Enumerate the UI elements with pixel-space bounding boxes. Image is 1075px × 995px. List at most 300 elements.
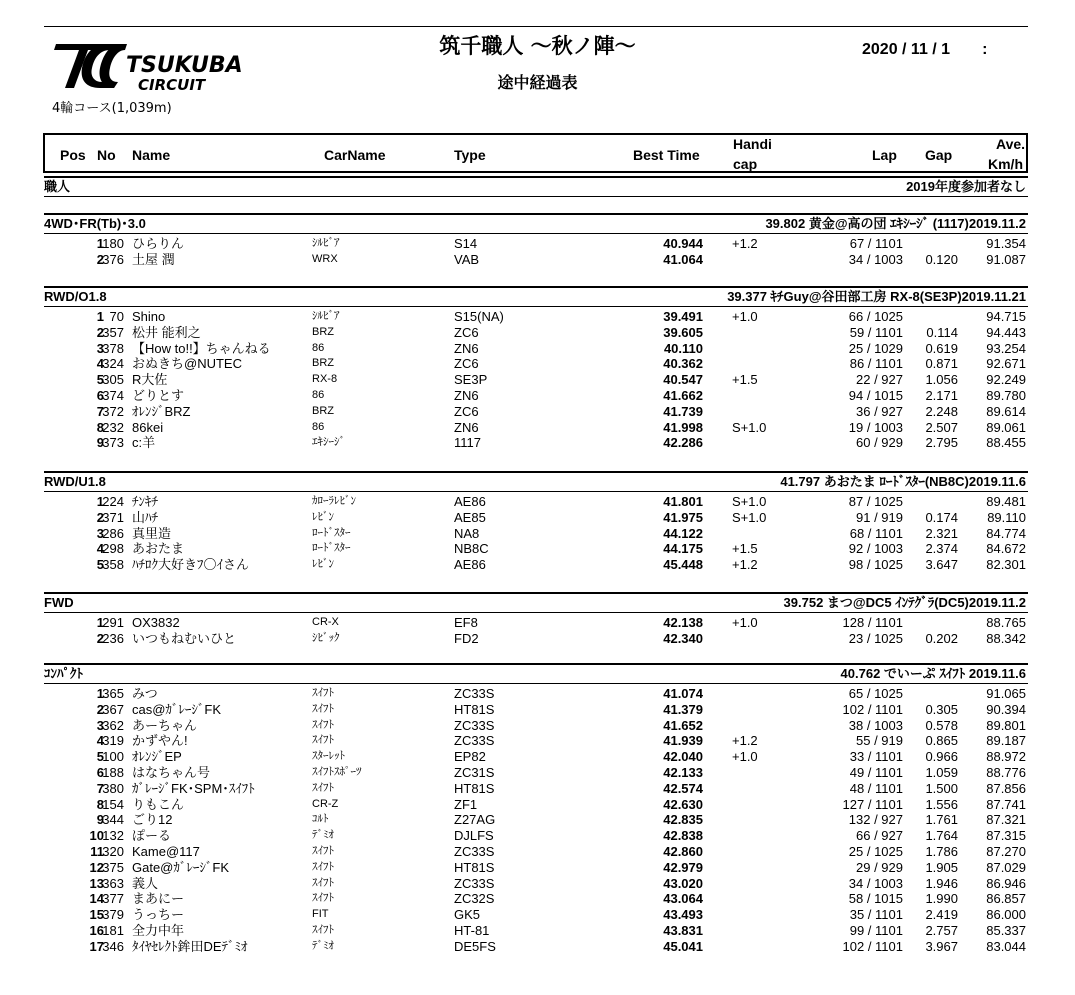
cell-ave: 89.481 <box>986 494 1026 509</box>
result-row <box>44 686 1028 702</box>
cell-no: 305 <box>102 372 124 388</box>
cell-lap: 87 / 1025 <box>848 494 903 509</box>
cell-car: WRX <box>312 252 338 265</box>
cell-best: 39.491 <box>663 309 703 324</box>
cell-lap: 65 / 1025 <box>848 686 903 701</box>
cell-best: 42.340 <box>663 630 703 646</box>
cell-lap: 36 / 927 <box>856 403 903 419</box>
cell-no: 365 <box>102 686 124 701</box>
cell-type: SE3P <box>454 372 488 388</box>
class-name: RWD/U1.8 <box>44 474 106 489</box>
cell-no: 376 <box>102 251 124 267</box>
class-record: 40.762 でいーぷ ｽｲﾌﾄ 2019.11.6 <box>840 666 1026 681</box>
cell-gap: 1.786 <box>925 843 958 859</box>
result-row <box>44 923 1028 939</box>
cell-ave: 84.672 <box>986 541 1026 557</box>
event-subtitle: 途中経過表 <box>497 73 578 92</box>
cell-car: ｼﾙﾋﾞｱ <box>312 237 340 249</box>
class-section <box>44 286 1028 451</box>
cell-name: あおたま <box>132 541 185 557</box>
result-row <box>44 631 1028 647</box>
class-header <box>44 592 1028 613</box>
class-name: 4WD･FR(Tb)･3.0 <box>44 216 146 231</box>
result-row <box>44 252 1028 268</box>
cell-car: ﾛｰﾄﾞｽﾀｰ <box>312 542 351 555</box>
class-header <box>44 471 1028 492</box>
cell-best: 43.064 <box>663 891 703 907</box>
cell-gap: 2.507 <box>925 419 958 435</box>
cell-ave: 94.715 <box>986 309 1026 324</box>
cell-car: ｼﾋﾞｯｸ <box>312 631 340 644</box>
cell-name: cas@ｶﾞﾚｰｼﾞFK <box>132 701 222 717</box>
col-ave-1: Ave. <box>996 136 1026 152</box>
cell-gap: 3.647 <box>925 557 958 573</box>
cell-lap: 66 / 927 <box>856 828 903 844</box>
cell-best: 41.998 <box>663 419 703 435</box>
cell-ave: 87.856 <box>986 780 1026 796</box>
class-rows <box>44 494 1028 573</box>
result-row <box>44 541 1028 557</box>
class-section <box>44 592 1028 647</box>
cell-car: ｽｲﾌﾄ <box>312 892 334 905</box>
cell-name: りもこん <box>132 796 185 812</box>
cell-type: ZC33S <box>454 686 495 701</box>
result-row <box>44 557 1028 573</box>
cell-lap: 102 / 1101 <box>842 938 903 954</box>
cell-car: ｴｷｼｰｼﾞ <box>312 436 345 449</box>
cell-type: ZC33S <box>454 733 495 749</box>
cell-name: かずやん! <box>132 733 188 749</box>
cell-car: ｽﾀｰﾚｯﾄ <box>312 750 345 763</box>
cell-no: 100 <box>102 749 124 765</box>
cell-ave: 91.065 <box>986 686 1026 701</box>
cell-no: 374 <box>102 387 124 403</box>
cell-lap: 67 / 1101 <box>849 236 903 251</box>
cell-car: CR-Z <box>312 797 339 810</box>
cell-type: ZC31S <box>454 764 495 780</box>
cell-type: HT81S <box>454 701 495 717</box>
svg-text:CIRCUIT: CIRCUIT <box>138 76 206 94</box>
cell-name: みつ <box>132 686 158 701</box>
cell-best: 42.138 <box>663 615 703 630</box>
cell-handi: +1.2 <box>732 733 758 749</box>
cell-best: 41.662 <box>663 387 703 403</box>
cell-lap: 98 / 1025 <box>848 557 903 573</box>
cell-ave: 92.671 <box>986 356 1026 372</box>
cell-gap: 1.946 <box>925 875 958 891</box>
cell-type: ZC6 <box>454 403 479 419</box>
cell-type: HT81S <box>454 859 495 875</box>
cell-best: 41.074 <box>663 686 703 701</box>
cell-lap: 92 / 1003 <box>848 541 903 557</box>
cell-gap: 0.174 <box>925 509 958 525</box>
cell-ave: 86.000 <box>986 907 1026 923</box>
cell-ave: 89.187 <box>986 733 1026 749</box>
col-carname: CarName <box>324 147 386 163</box>
cell-gap: 0.578 <box>925 717 958 733</box>
cell-best: 45.448 <box>663 557 703 573</box>
cell-ave: 87.270 <box>986 843 1026 859</box>
cell-type: S14 <box>454 236 478 251</box>
cell-gap: 0.202 <box>925 630 958 646</box>
cell-car: RX-8 <box>312 373 338 386</box>
cell-no: 188 <box>102 764 124 780</box>
cell-car: ﾚﾋﾞﾝ <box>312 510 334 523</box>
cell-best: 42.835 <box>663 812 703 828</box>
cell-gap: 2.374 <box>925 541 958 557</box>
cell-pos: 16 <box>89 922 104 938</box>
cell-car: ｽｲﾌﾄ <box>312 687 334 699</box>
cell-car: ｽｲﾌﾄｽﾎﾟｰﾂ <box>312 765 362 778</box>
cell-lap: 68 / 1101 <box>849 525 903 541</box>
cell-ave: 89.110 <box>987 509 1026 525</box>
class-header <box>44 663 1028 684</box>
cell-best: 44.122 <box>663 525 703 541</box>
cell-ave: 89.061 <box>986 419 1026 435</box>
cell-name: うっちー <box>132 907 185 923</box>
cell-no: 367 <box>102 701 124 717</box>
cell-name: 松井 能利之 <box>132 324 201 340</box>
cell-ave: 86.946 <box>986 875 1026 891</box>
cell-no: 180 <box>102 236 124 251</box>
result-row <box>44 733 1028 749</box>
cell-lap: 22 / 927 <box>856 372 903 388</box>
cell-name: ひらりん <box>132 236 185 251</box>
cell-gap: 2.757 <box>925 922 958 938</box>
result-row <box>44 420 1028 436</box>
cell-lap: 99 / 1101 <box>849 922 903 938</box>
cell-car: CR-X <box>312 616 339 628</box>
result-row <box>44 907 1028 923</box>
cell-handi: +1.2 <box>732 236 758 251</box>
cell-lap: 34 / 1003 <box>848 251 903 267</box>
cell-lap: 29 / 929 <box>856 859 903 875</box>
cell-gap: 2.795 <box>925 435 958 451</box>
cell-no: 70 <box>109 309 124 324</box>
result-row <box>44 510 1028 526</box>
cell-no: 380 <box>102 780 124 796</box>
cell-gap: 1.556 <box>925 796 958 812</box>
cell-name: おぬきち@NUTEC <box>132 356 242 372</box>
cell-car: BRZ <box>312 404 334 417</box>
cell-name: ﾊﾁﾛｸ大好きﾌ〇ｲさん <box>132 557 250 573</box>
cell-gap: 2.248 <box>925 403 958 419</box>
col-name: Name <box>132 147 171 163</box>
cell-name: いつもねむいひと <box>132 630 237 646</box>
cell-name: Kame@117 <box>132 843 200 859</box>
result-row <box>44 702 1028 718</box>
cell-best: 41.064 <box>663 251 703 267</box>
class-record: 41.797 あおたま ﾛｰﾄﾞｽﾀｰ(NB8C)2019.11.6 <box>780 474 1026 489</box>
cell-pos: 11 <box>90 843 104 859</box>
result-row <box>44 797 1028 813</box>
result-row <box>44 765 1028 781</box>
result-row <box>44 891 1028 907</box>
cell-name: Shino <box>132 309 166 324</box>
cell-type: DE5FS <box>454 938 496 954</box>
cell-pos: 8 <box>96 419 104 435</box>
cell-no: 375 <box>102 859 124 875</box>
cell-lap: 102 / 1101 <box>842 701 903 717</box>
cell-type: 1117 <box>454 435 481 451</box>
cell-name: 山ﾊﾁ <box>132 509 159 525</box>
cell-car: ﾃﾞﾐｵ <box>312 829 334 842</box>
cell-pos: 1 <box>96 236 104 251</box>
cell-pos: 5 <box>96 749 104 765</box>
cell-gap: 1.905 <box>925 859 958 875</box>
cell-car: ｶﾛｰﾗﾚﾋﾞﾝ <box>312 495 356 507</box>
cell-best: 42.040 <box>663 749 703 765</box>
cell-type: EF8 <box>454 615 478 630</box>
cell-pos: 1 <box>96 686 104 701</box>
cell-ave: 91.087 <box>986 251 1026 267</box>
cell-car: BRZ <box>312 325 334 338</box>
cell-no: 362 <box>102 717 124 733</box>
class-record: 39.752 まつ@DC5 ｲﾝﾃｸﾞﾗ(DC5)2019.11.2 <box>783 595 1026 610</box>
cell-no: 291 <box>102 615 124 630</box>
cell-ave: 89.614 <box>986 403 1026 419</box>
cell-no: 378 <box>102 340 124 356</box>
cell-no: 154 <box>102 796 124 812</box>
cell-no: 344 <box>102 812 124 828</box>
cell-ave: 85.337 <box>986 922 1026 938</box>
result-row <box>44 939 1028 955</box>
result-row <box>44 860 1028 876</box>
cell-pos: 6 <box>96 387 104 403</box>
cell-car: ｽｲﾌﾄ <box>312 860 334 873</box>
cell-type: FD2 <box>454 630 479 646</box>
class-rows <box>44 236 1028 268</box>
cell-gap: 1.764 <box>925 828 958 844</box>
cell-pos: 2 <box>96 630 104 646</box>
cell-handi: +1.0 <box>732 749 758 765</box>
cell-pos: 10 <box>89 828 104 844</box>
cell-pos: 17 <box>89 938 104 954</box>
cell-name: 【How to!!】ちゃんねる <box>132 340 271 356</box>
cell-car: ｽｲﾌﾄ <box>312 702 334 715</box>
cell-handi: +1.0 <box>732 309 758 324</box>
cell-type: VAB <box>454 251 480 267</box>
cell-no: 373 <box>102 435 124 451</box>
cell-handi: +1.5 <box>732 541 758 557</box>
cell-pos: 9 <box>96 435 104 451</box>
cell-lap: 91 / 919 <box>856 509 903 525</box>
cell-name: ﾁﾝｷﾁ <box>132 494 158 509</box>
cell-pos: 2 <box>96 509 104 525</box>
cell-gap: 0.966 <box>925 749 958 765</box>
col-type: Type <box>454 147 486 163</box>
top-rule <box>44 26 1028 27</box>
result-row <box>44 236 1028 252</box>
result-row <box>44 876 1028 892</box>
cell-pos: 5 <box>96 557 104 573</box>
cell-lap: 94 / 1015 <box>848 387 903 403</box>
cell-type: EP82 <box>454 749 486 765</box>
cell-lap: 49 / 1101 <box>849 764 903 780</box>
cell-pos: 5 <box>96 372 104 388</box>
cell-type: HT-81 <box>454 922 490 938</box>
cell-ave: 90.394 <box>986 701 1026 717</box>
col-gap: Gap <box>925 147 953 163</box>
cell-pos: 1 <box>96 494 104 509</box>
cell-name: 真里造 <box>132 525 172 541</box>
cell-best: 39.605 <box>663 324 703 340</box>
cell-type: ZC33S <box>454 843 495 859</box>
result-row <box>44 718 1028 734</box>
cell-type: ZC6 <box>454 356 479 372</box>
cell-pos: 9 <box>96 812 104 828</box>
col-best-time: Best Time <box>633 147 700 163</box>
cell-lap: 55 / 919 <box>856 733 903 749</box>
cell-type: AE86 <box>454 557 486 573</box>
cell-car: ｽｲﾌﾄ <box>312 876 334 889</box>
cell-handi: +1.0 <box>732 615 758 630</box>
cell-car: ｽｲﾌﾄ <box>312 718 334 731</box>
col-pos: Pos <box>60 147 86 163</box>
cell-gap: 1.990 <box>925 891 958 907</box>
cell-no: 346 <box>102 938 124 954</box>
cell-gap: 0.305 <box>925 701 958 717</box>
cell-car: ﾃﾞﾐｵ <box>312 939 334 952</box>
cell-type: ZC33S <box>454 875 495 891</box>
cell-type: ZF1 <box>454 796 478 812</box>
cell-no: 358 <box>102 557 124 573</box>
class-rows <box>44 309 1028 451</box>
cell-pos: 2 <box>96 701 104 717</box>
cell-no: 371 <box>102 509 124 525</box>
cell-pos: 3 <box>96 525 104 541</box>
cell-no: 224 <box>102 494 124 509</box>
cell-no: 363 <box>102 875 124 891</box>
cell-ave: 88.776 <box>986 764 1026 780</box>
class-section <box>44 176 1028 199</box>
result-row <box>44 494 1028 510</box>
cell-ave: 89.801 <box>986 717 1026 733</box>
cell-ave: 84.774 <box>986 525 1026 541</box>
cell-car: 86 <box>312 420 325 433</box>
cell-ave: 87.321 <box>986 812 1026 828</box>
cell-lap: 33 / 1101 <box>849 749 903 765</box>
cell-pos: 7 <box>96 403 104 419</box>
cell-handi: S+1.0 <box>732 419 767 435</box>
cell-gap: 1.500 <box>925 780 958 796</box>
cell-lap: 86 / 1101 <box>849 356 903 372</box>
cell-gap: 2.419 <box>925 907 958 923</box>
cell-name: あーちゃん <box>132 717 198 733</box>
cell-handi: S+1.0 <box>732 494 767 509</box>
col-handicap-2: cap <box>733 156 758 172</box>
cell-no: 236 <box>102 630 124 646</box>
cell-type: ZN6 <box>454 340 479 356</box>
cell-type: AE86 <box>454 494 486 509</box>
cell-gap: 0.120 <box>925 251 958 267</box>
cell-car: ｽｲﾌﾄ <box>312 734 334 747</box>
cell-handi: +1.5 <box>732 372 758 388</box>
result-row <box>44 615 1028 631</box>
cell-type: ZC32S <box>454 891 495 907</box>
cell-lap: 66 / 1025 <box>848 309 903 324</box>
cell-car: ｼﾙﾋﾞｱ <box>312 310 340 322</box>
cell-car: ﾛｰﾄﾞｽﾀｰ <box>312 526 351 539</box>
cell-car: 86 <box>312 388 325 401</box>
cell-ave: 82.301 <box>986 557 1026 573</box>
cell-pos: 13 <box>89 875 104 891</box>
cell-gap: 1.761 <box>925 812 958 828</box>
result-row <box>44 435 1028 451</box>
cell-name: ぽーる <box>132 828 172 844</box>
cell-best: 44.175 <box>663 541 703 557</box>
cell-pos: 4 <box>96 356 104 372</box>
cell-car: ｺﾙﾄ <box>312 813 329 826</box>
result-row <box>44 812 1028 828</box>
cell-no: 232 <box>102 419 124 435</box>
result-row <box>44 356 1028 372</box>
cell-best: 42.574 <box>663 780 703 796</box>
cell-gap: 0.114 <box>926 324 958 340</box>
cell-lap: 128 / 1101 <box>842 615 903 630</box>
class-name: FWD <box>44 595 74 610</box>
cell-name: まあにー <box>132 891 185 907</box>
result-row <box>44 404 1028 420</box>
class-record: 2019年度参加者なし <box>906 179 1026 194</box>
cell-ave: 89.780 <box>986 387 1026 403</box>
cell-best: 43.831 <box>663 922 703 938</box>
cell-type: ZC33S <box>454 717 495 733</box>
svg-text:TSUKUBA: TSUKUBA <box>126 53 243 78</box>
col-handicap-1: Handi <box>733 136 772 152</box>
cell-no: 379 <box>102 907 124 923</box>
cell-best: 42.979 <box>663 859 703 875</box>
result-row <box>44 372 1028 388</box>
cell-ave: 87.029 <box>986 859 1026 875</box>
cell-ave: 93.254 <box>986 340 1026 356</box>
cell-pos: 3 <box>96 340 104 356</box>
cell-best: 40.110 <box>663 340 703 356</box>
cell-lap: 25 / 1029 <box>848 340 903 356</box>
cell-type: ZN6 <box>454 387 479 403</box>
cell-pos: 14 <box>89 891 104 907</box>
cell-best: 40.547 <box>663 372 703 388</box>
cell-gap: 0.871 <box>925 356 958 372</box>
cell-car: ｽｲﾌﾄ <box>312 781 334 794</box>
cell-pos: 6 <box>96 764 104 780</box>
cell-car: ﾚﾋﾞﾝ <box>312 558 334 571</box>
cell-no: 324 <box>102 356 124 372</box>
class-record: 39.377 ｷﾁGuy@谷田部工房 RX-8(SE3P)2019.11.21 <box>727 289 1026 304</box>
result-row <box>44 309 1028 325</box>
cell-gap: 0.865 <box>925 733 958 749</box>
class-name: ｺﾝﾊﾟｸﾄ <box>44 666 83 681</box>
cell-name: 86kei <box>132 419 164 435</box>
cell-pos: 2 <box>96 324 104 340</box>
cell-name: ｵﾚﾝｼﾞBRZ <box>132 403 191 419</box>
cell-lap: 60 / 929 <box>856 435 903 451</box>
class-rows <box>44 615 1028 647</box>
cell-lap: 34 / 1003 <box>848 875 903 891</box>
cell-ave: 88.342 <box>986 630 1026 646</box>
course-label: 4輪コース(1,039m) <box>52 101 172 116</box>
cell-pos: 15 <box>89 907 104 923</box>
cell-type: ZN6 <box>454 419 479 435</box>
class-name: 職人 <box>44 179 71 194</box>
cell-handi: S+1.0 <box>732 509 767 525</box>
cell-lap: 25 / 1025 <box>848 843 903 859</box>
result-row <box>44 388 1028 404</box>
cell-ave: 83.044 <box>986 938 1026 954</box>
cell-pos: 3 <box>96 717 104 733</box>
cell-gap: 1.059 <box>925 764 958 780</box>
cell-ave: 91.354 <box>986 236 1026 251</box>
